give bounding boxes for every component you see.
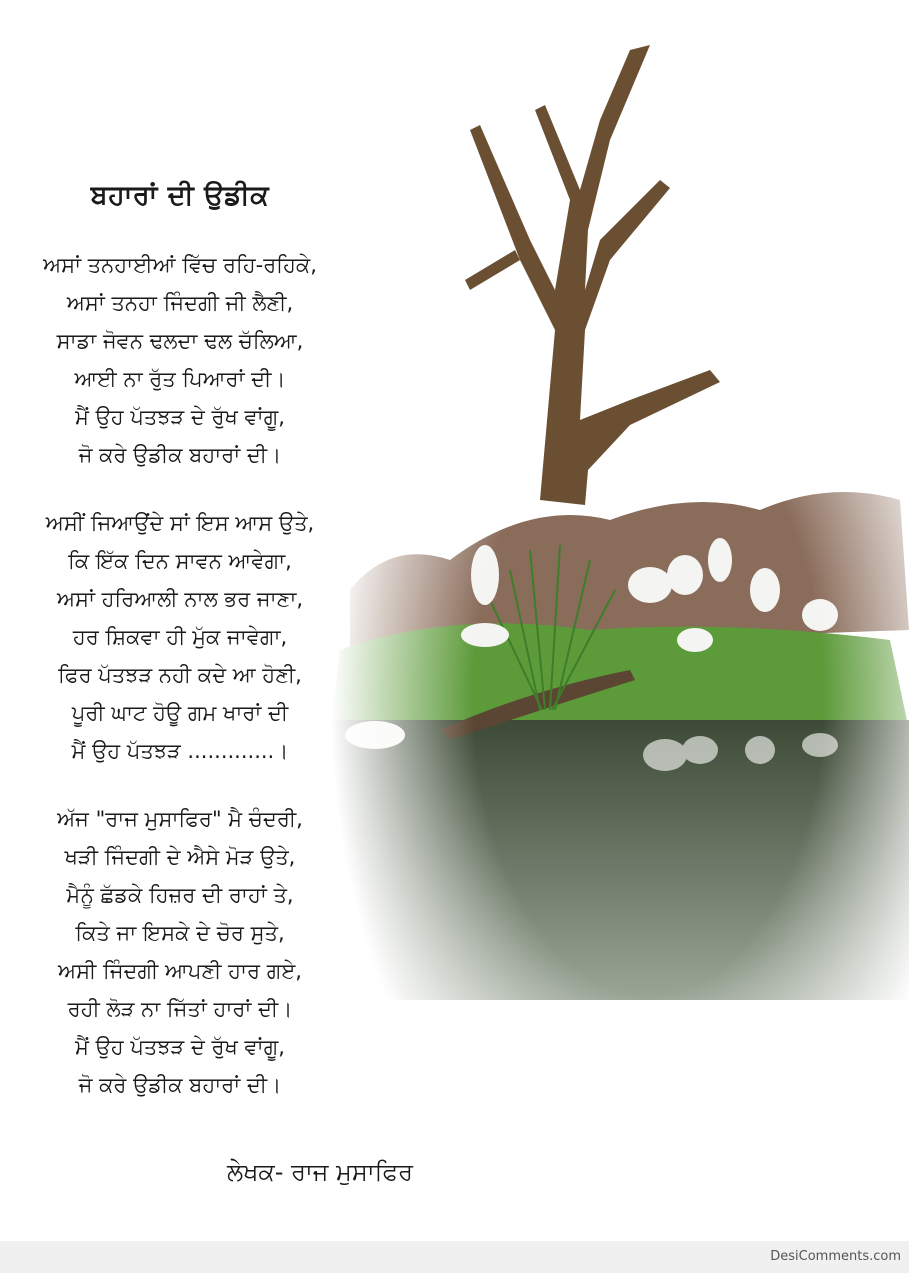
poem-line: ਮੈਂ ਉਹ ਪੱਤਝੜ .............। [71, 739, 289, 763]
tree-icon [465, 45, 720, 505]
poem-line: ਅਸਾਂ ਤਨਹਾਈਆਂ ਵਿੱਚ ਰਹਿ-ਰਹਿਕੇ, [43, 253, 317, 277]
poem-line: ਅਸਾਂ ਤਨਹਾ ਜਿੰਦਗੀ ਜੀ ਲੈਣੀ, [66, 291, 294, 315]
poem-line: ਜੋ ਕਰੇ ਉਡੀਕ ਬਹਾਰਾਂ ਦੀ। [78, 1073, 282, 1097]
poem-line: ਅੱਜ "ਰਾਜ ਮੁਸਾਫਿਰ" ਮੈ ਚੰਦਰੀ, [57, 807, 303, 831]
poem-line: ਫਿਰ ਪੱਤਝੜ ਨਹੀ ਕਦੇ ਆ ਹੋਣੀ, [58, 663, 302, 687]
poem-line: ਜੋ ਕਰੇ ਉਡੀਕ ਬਹਾਰਾਂ ਦੀ। [78, 443, 282, 467]
poem-line: ਮੈਂ ਉਹ ਪੱਤਝੜ ਦੇ ਰੁੱਖ ਵਾਂਗੂ, [75, 1035, 285, 1059]
poem-line: ਅਸਾਂ ਹਰਿਆਲੀ ਨਾਲ ਭਰ ਜਾਣਾ, [56, 587, 304, 611]
poem-line: ਮੈਂ ਉਹ ਪੱਤਝੜ ਦੇ ਰੁੱਖ ਵਾਂਗੂ, [75, 405, 285, 429]
site-watermark: DesiComments.com [770, 1249, 901, 1264]
footer-bar [0, 1241, 909, 1273]
author-credit: ਲੇਖਕ- ਰਾਜ ਮੁਸਾਫਿਰ [226, 1158, 414, 1186]
poem-line: ਰਹੀ ਲੋੜ ਨਾ ਜਿੱਤਾਂ ਹਾਰਾਂ ਦੀ। [67, 997, 293, 1021]
poem-line: ਖੜੀ ਜਿੰਦਗੀ ਦੇ ਐਸੇ ਮੋੜ ਉਤੇ, [64, 845, 296, 869]
poem-line: ਕਿ ਇੱਕ ਦਿਨ ਸਾਵਨ ਆਵੇਗਾ, [68, 549, 292, 573]
poem-line: ਕਿਤੇ ਜਾ ਇਸਕੇ ਦੇ ਚੋਰ ਸੁਤੇ, [75, 921, 285, 945]
pond-scene-illustration [330, 30, 909, 1010]
poem-line: ਹਰ ਸ਼ਿਕਵਾ ਹੀ ਮੁੱਕ ਜਾਵੇਗਾ, [72, 625, 288, 649]
pond-water [330, 720, 909, 1000]
poem-line: ਸਾਡਾ ਜੋਵਨ ਢਲਦਾ ਢਲ ਚੱਲਿਆ, [56, 329, 304, 353]
poem-line: ਮੈਨੂੰ ਛੱਡਕੇ ਹਿਜ਼ਰ ਦੀ ਰਾਹਾਂ ਤੇ, [66, 883, 294, 907]
poem-line: ਪੂਰੀ ਘਾਟ ਹੋਊ ਗਮ ਖਾਰਾਂ ਦੀ [71, 701, 289, 725]
poem-line: ਅਸੀ ਜਿੰਦਗੀ ਆਪਣੀ ਹਾਰ ਗਏ, [58, 959, 302, 983]
poem-title: ਬਹਾਰਾਂ ਦੀ ਉਡੀਕ [90, 180, 270, 211]
stanza-3 [30, 800, 330, 1104]
stanza-1 [30, 246, 330, 474]
poem-line: ਅਸੀਂ ਜਿਆਉਂਦੇ ਸਾਂ ਇਸ ਆਸ ਉਤੇ, [45, 511, 315, 535]
stanza-2 [30, 504, 330, 770]
poem-body [30, 180, 330, 1134]
poem-line: ਆਈ ਨਾ ਰੁੱਤ ਪਿਆਰਾਂ ਦੀ। [74, 367, 286, 391]
